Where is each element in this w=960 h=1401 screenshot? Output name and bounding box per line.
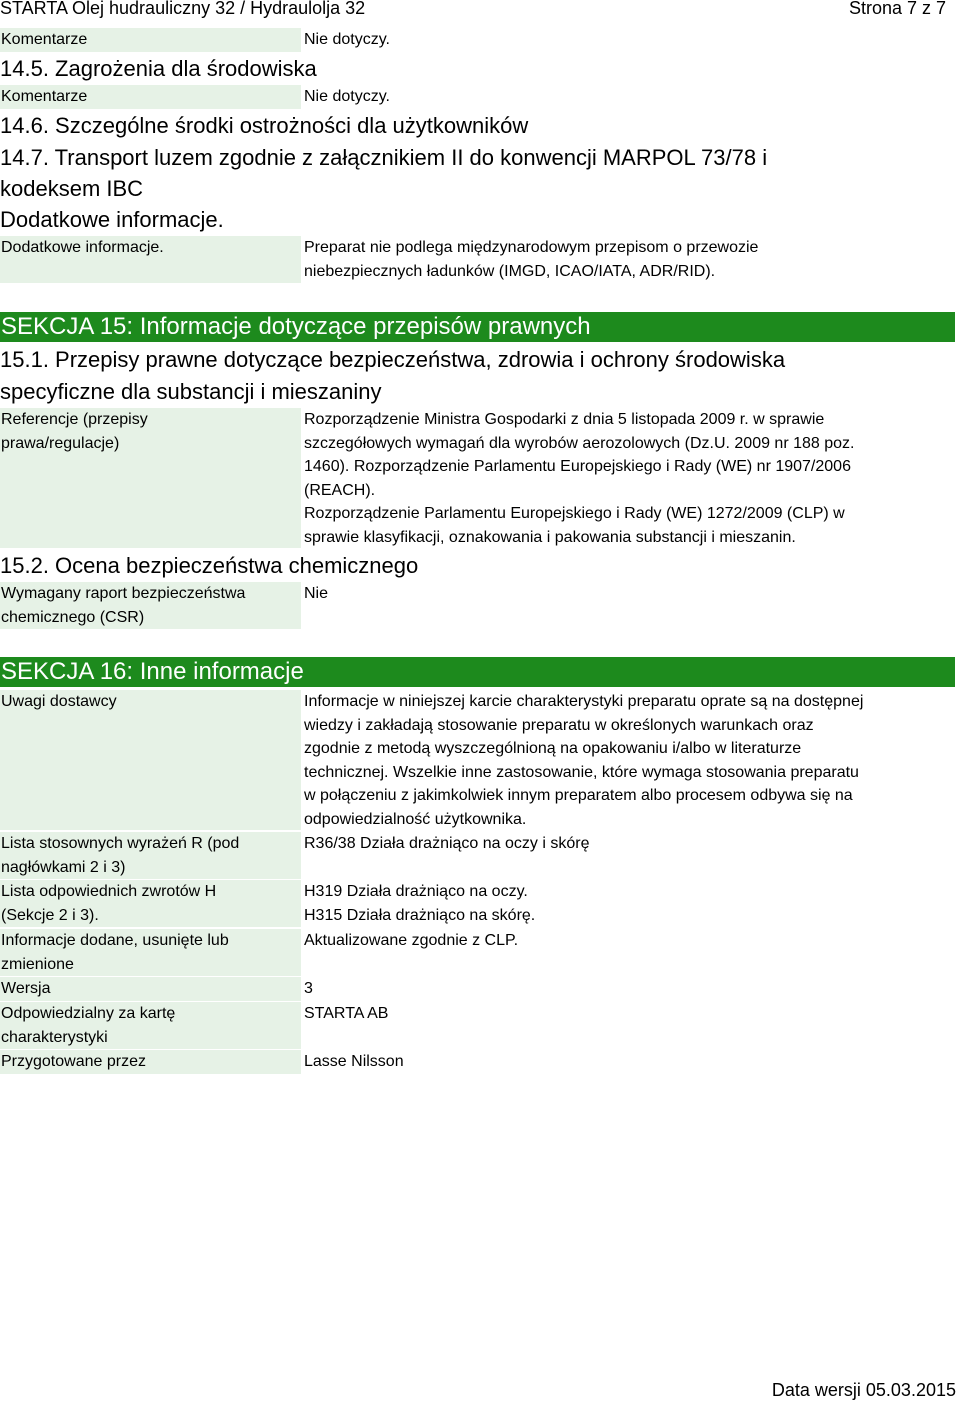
heading-15-1-line1: 15.1. Przepisy prawne dotyczące bezpieczeństwa, zdrowia i ochrony środowiska (0, 347, 786, 372)
dodatkowe-value: Preparat nie podlega międzynarodowym przepisom o przewozie niebezpiecznych ładunków (IMGD, ICAO/IATA, ADR/RID). (304, 239, 759, 280)
r-phrases-label: Lista stosownych wyrażeń R (pod nagłówkami 2 i 3) (0, 832, 301, 879)
document-title: STARTA Olej hudrauliczny 32 / Hydraulolja 32 (0, 0, 366, 18)
h-statements-value: H319 Działa drażniąco na oczy. H315 Działa drażniąco na skórę. (304, 883, 536, 924)
responsible-label: Odpowiedzialny za kartę charakterystyki (0, 1002, 301, 1049)
csr-value: Nie (304, 585, 329, 602)
changes-label: Informacje dodane, usunięte lub zmienione (0, 929, 301, 976)
r-phrases-value: R36/38 Działa drażniąco na oczy i skórę (304, 835, 590, 852)
responsible-value: STARTA AB (304, 1005, 389, 1022)
wersja-label: Wersja (0, 977, 301, 1001)
heading-15-2: 15.2. Ocena bezpieczeństwa chemicznego (0, 553, 419, 578)
komentarze-label-1: Komentarze (0, 28, 301, 52)
prepared-by-value: Lasse Nilsson (304, 1053, 404, 1070)
heading-14-5: 14.5. Zagrożenia dla środowiska (0, 56, 317, 81)
uwagi-label: Uwagi dostawcy (0, 690, 301, 830)
heading-14-6: 14.6. Szczególne środki ostrożności dla użytkowników (0, 113, 529, 138)
wersja-value: 3 (304, 980, 313, 997)
page-number: Strona 7 z 7 (848, 0, 946, 18)
h-statements-label: Lista odpowiednich zwrotów H (Sekcje 2 i 3). (0, 880, 301, 927)
heading-14-7-line2: kodeksem IBC (0, 176, 144, 201)
komentarze-label-2: Komentarze (0, 85, 301, 109)
changes-value: Aktualizowane zgodnie z CLP. (304, 932, 519, 949)
referencje-label: Referencje (przepisy prawa/regulacje) (0, 408, 301, 548)
csr-label: Wymagany raport bezpieczeństwa chemicznego (CSR) (0, 582, 301, 629)
referencje-value: Rozporządzenie Ministra Gospodarki z dnia 5 listopada 2009 r. w sprawie szczegółowych wymagań dla wyrobów aerozolowych (Dz.U. 2009 nr 188 poz. 1460). Rozporządzenie Parlamentu Europejskiego i Rady (WE) nr 1907/2006 (REACH). Rozporządzenie Parlamentu Europejskiego i Rady (WE) 1272/2009 (CLP) w sprawie klasyfikacji, oznakowania i pakowania substancji i mieszanin. (304, 411, 855, 546)
heading-14-7-line1: 14.7. Transport luzem zgodnie z załącznikiem II do konwencji MARPOL 73/78 i (0, 145, 768, 170)
uwagi-value: Informacje w niniejszej karcie charakterystyki preparatu oprate są na dostępnej wiedzy i zakładają stosowanie preparatu w określonych warunkach oraz zgodnie z metodą wyszczególnioną na opakowaniu i/albo w literaturze technicznej. Wszelkie inne zastosowanie, które wymaga stosowania preparatu w połączeniu z jakimkolwiek innym preparatem albo procesem odbywa się na odpowiedzialność użytkownika. (304, 693, 864, 828)
section-15-header: SEKCJA 15: Informacje dotyczące przepisów prawnych (0, 312, 955, 342)
heading-15-1-line2: specyficzne dla substancji i mieszaniny (0, 379, 382, 404)
dodatkowe-label: Dodatkowe informacje. (0, 236, 301, 283)
heading-dodatkowe: Dodatkowe informacje. (0, 207, 224, 232)
version-date: Data wersji 05.03.2015 (771, 1380, 956, 1400)
komentarze-value-2: Nie dotyczy. (304, 88, 390, 105)
section-16-header: SEKCJA 16: Inne informacje (0, 657, 955, 687)
prepared-by-label: Przygotowane przez (0, 1050, 301, 1074)
komentarze-value-1: Nie dotyczy. (304, 31, 390, 48)
